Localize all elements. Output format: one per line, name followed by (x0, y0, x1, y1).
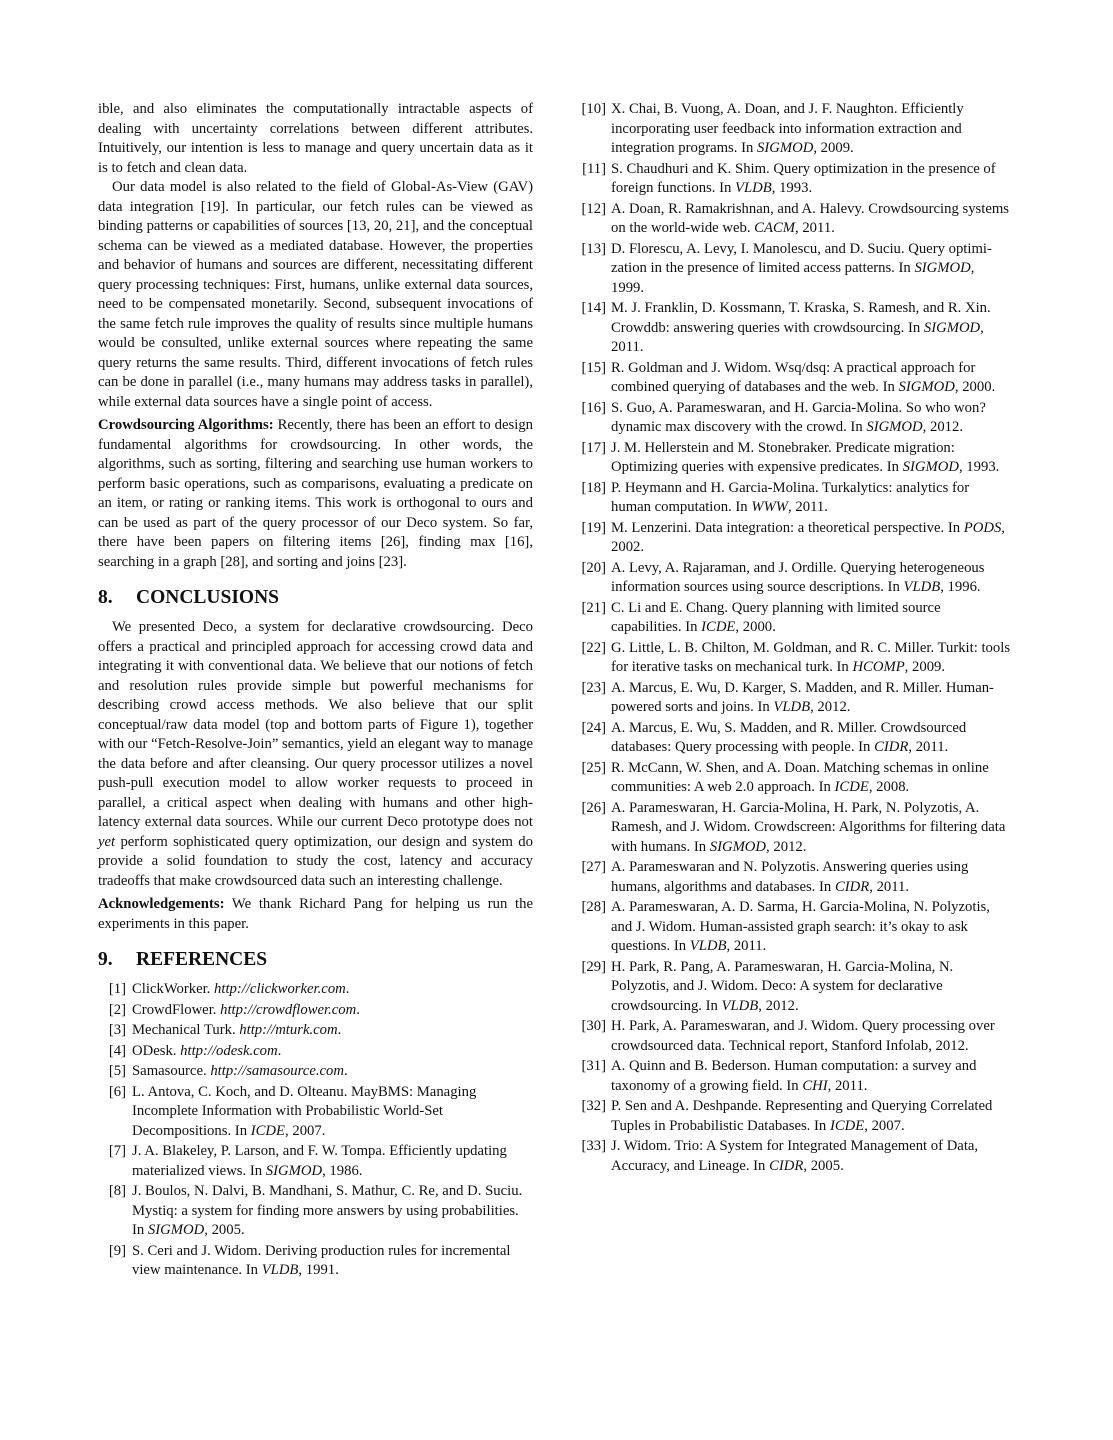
paragraph (98, 100, 533, 178)
reference-text (611, 679, 1011, 718)
italic-text: VLDB (735, 180, 772, 196)
reference-text (611, 359, 1011, 398)
text-run: . (356, 1001, 360, 1018)
text-run: , 1991. (298, 1262, 339, 1278)
section-number: 9. (98, 949, 113, 970)
text-run: A. Parameswaran and N. Polyzotis. Answering queries using humans, algorithms and databases. In (611, 859, 969, 895)
text-run: M. J. Franklin, D. Kossmann, T. Kraska, S. Ramesh, and R. Xin. Crowddb: answering queries with crowdsourcing. In (611, 300, 991, 336)
reference-label: [33] (581, 1138, 606, 1154)
text-run: A. Parameswaran, A. D. Sarma, H. Garcia-Molina, N. Polyzotis, and J. Widom. Human-assisted graph search: it’s okay to ask questions. In (611, 899, 990, 954)
paragraph (98, 416, 533, 572)
reference-label: [28] (581, 899, 606, 915)
reference-item (577, 958, 1011, 1017)
reference-label: [13] (581, 240, 606, 257)
text-run: , 2011. (869, 878, 910, 895)
text-run: A. Marcus, E. Wu, S. Madden, and R. Miller. Crowdsourced databases: Query processing with people. In (611, 719, 967, 755)
text-run: , 2011. (611, 319, 984, 355)
text-run: J. Boulos, N. Dalvi, B. Mandhani, S. Mathur, C. Re, and D. Suciu. Mystiq: a system for finding more answers by using probabilities. In (132, 1183, 523, 1238)
reference-label: [30] (581, 1018, 606, 1034)
text-run: , 2012. (758, 997, 799, 1014)
italic-text: SIGMOD (147, 1222, 205, 1238)
text-run: , 1993. (771, 180, 813, 196)
text-run: L. Antova, C. Koch, and D. Olteanu. MayBMS: Managing Incomplete Information with Probabilistic World-Set Decompositions. In (132, 1083, 477, 1139)
reference-item (98, 1042, 533, 1062)
text-run: S. Ceri and J. Widom. Deriving production rules for incremental view maintenance. In (132, 1242, 511, 1278)
italic-text: CACM (754, 220, 795, 236)
text-run: H. Park, R. Pang, A. Parameswaran, H. Garcia-Molina, N. Polyzotis, and J. Widom. Deco: A system for declarative crowdsourcing. In (611, 958, 954, 1014)
reference-label: [20] (581, 559, 606, 576)
text-run: , 2012. (766, 838, 807, 855)
reference-item (577, 359, 1011, 398)
italic-text: PODS (963, 519, 1002, 536)
section-title: REFERENCES (136, 949, 268, 970)
reference-item (98, 1062, 533, 1082)
reference-label: [8] (108, 1183, 126, 1199)
reference-label: [18] (581, 479, 606, 496)
reference-text (132, 1083, 533, 1142)
reference-label: [1] (108, 981, 126, 997)
reference-label: [23] (581, 679, 606, 696)
text-run: G. Little, L. B. Chilton, M. Goldman, and R. C. Miller. Turkit: tools for iterative tasks on mechanical turk. In (611, 639, 1011, 675)
text-run: , 2009. (904, 659, 946, 675)
reference-label: [11] (582, 160, 606, 177)
reference-item (577, 519, 1011, 558)
reference-text (611, 200, 1011, 239)
italic-text: VLDB (261, 1262, 299, 1278)
text-run: CrowdFlower. (132, 1001, 221, 1018)
reference-text (132, 980, 533, 1000)
reference-text (132, 1021, 533, 1041)
left-column (98, 100, 533, 1282)
text-run: A. Parameswaran, H. Garcia-Molina, H. Park, N. Polyzotis, A. Ramesh, and J. Widom. Crowdscreen: Algorithms for filtering data with humans. In (611, 799, 1006, 855)
reference-item (577, 759, 1011, 798)
text-run: . (277, 1042, 282, 1059)
reference-item (577, 799, 1011, 858)
text-run: S. Chaudhuri and K. Shim. Query optimization in the presence of foreign functions. In (611, 160, 996, 196)
reference-label: [12] (581, 200, 606, 217)
reference-item (577, 1097, 1011, 1136)
reference-text (611, 639, 1011, 678)
related-work-text (98, 100, 533, 572)
text-run: , 2011. (908, 739, 949, 755)
reference-item (577, 439, 1011, 478)
reference-text (611, 299, 1011, 358)
reference-label: [5] (108, 1063, 126, 1079)
reference-text (611, 1097, 1011, 1136)
text-run: perform sophisticated query optimization, our design and system do provide a solid foundation to study the cost, latency and accuracy tradeoffs that make crowdsourced data such an interesting challenge. (98, 833, 533, 889)
reference-text (132, 1182, 533, 1241)
italic-text: HCOMP (852, 659, 905, 675)
reference-label: [10] (581, 101, 606, 117)
reference-item (577, 160, 1011, 199)
reference-item (577, 719, 1011, 758)
reference-item (577, 679, 1011, 718)
reference-text (611, 559, 1011, 598)
reference-item (98, 980, 533, 1000)
italic-text: http://clickworker.com (214, 981, 346, 997)
run-in-heading: Crowdsourcing Algorithms: (98, 417, 274, 433)
text-run: P. Sen and A. Deshpande. Representing and Querying Correlated Tuples in Probabilistic Databases. In (611, 1098, 993, 1134)
text-run: Samasource. (132, 1063, 211, 1079)
text-run: , 2011. (827, 1077, 868, 1094)
paragraph (98, 178, 533, 412)
reference-text (611, 1017, 1011, 1056)
references-heading (98, 948, 533, 972)
reference-text (611, 1057, 1011, 1096)
text-run: , 2011. (726, 938, 767, 954)
reference-text (611, 100, 1011, 159)
reference-item (577, 240, 1011, 299)
text-run: , 2000. (735, 619, 776, 635)
reference-text (611, 759, 1011, 798)
italic-text: http://odesk.com (180, 1042, 278, 1059)
conclusions-text (98, 618, 533, 934)
text-run: , 2007. (285, 1122, 326, 1139)
reference-text (611, 519, 1011, 558)
reference-text (132, 1242, 533, 1281)
italic-text: ICDE (834, 779, 869, 795)
reference-text (611, 399, 1011, 438)
italic-text: SIGMOD (898, 379, 955, 395)
text-run: , 2000. (954, 379, 996, 395)
text-run: ODesk. (132, 1042, 181, 1059)
text-run: R. Goldman and J. Widom. Wsq/dsq: A practical approach for combined querying of databases and the web. In (611, 359, 976, 395)
reference-label: [17] (581, 439, 606, 456)
reference-text (611, 439, 1011, 478)
reference-item (98, 1142, 533, 1181)
text-run: , 2012. (810, 699, 851, 715)
text-run: M. Lenzerini. Data integration: a theoretical perspective. In (611, 519, 964, 536)
reference-item (98, 1242, 533, 1281)
reference-item (577, 858, 1011, 897)
text-run: , 1999. (611, 260, 975, 296)
reference-item (577, 599, 1011, 638)
italic-text: CIDR (769, 1157, 804, 1174)
reference-label: [6] (108, 1083, 126, 1100)
reference-text (611, 799, 1011, 858)
reference-text (132, 1062, 533, 1082)
italic-text: ICDE (250, 1122, 285, 1139)
text-run: , 2005. (803, 1157, 844, 1174)
text-run: A. Marcus, E. Wu, D. Karger, S. Madden, and R. Miller. Human-powered sorts and joins. In (611, 679, 994, 715)
text-run: D. Florescu, A. Levy, I. Manolescu, and D. Suciu. Query optimi- zation in the presence of limited access patterns. In (611, 240, 992, 276)
conclusions-heading (98, 586, 533, 610)
italic-text: SIGMOD (265, 1162, 323, 1179)
reference-item (577, 479, 1011, 518)
reference-item (577, 299, 1011, 358)
italic-text: SIGMOD (757, 140, 814, 156)
reference-text (611, 719, 1011, 758)
italic-text: WWW (751, 499, 789, 515)
text-run: Our data model is also related to the field of Global-As-View (GAV) data integration [19]. In particular, our fetch rules can be viewed as binding patterns or capabilities of sources [13, 20, 21], and the conceptual schema can be viewed as a mediated database. However, the properties and behavior of humans and sources are different, necessitating different query processing techniques: First, humans, unlike external data sources, need to be compensated monetarily. Second, subsequent invocations of the same fetch rule improves the quality of results since multiple humans would be consulted, unlike external sources where repeating the same query returns the same results. Third, different invocations of fetch rules can be done in parallel (i.e., many humans may address tasks in parallel), while external data sources have a single point of access. (98, 179, 533, 410)
reference-item (577, 1137, 1011, 1176)
italic-text: VLDB (721, 997, 759, 1014)
italic-text: SIGMOD (709, 838, 767, 855)
paragraph (98, 618, 533, 891)
italic-text: SIGMOD (866, 419, 923, 435)
italic-text: CIDR (834, 878, 870, 895)
reference-label: [19] (581, 519, 606, 536)
text-run: ible, and also eliminates the computationally intractable aspects of dealing with uncertainty correlations between different attributes. Intuitively, our intention is less to manage and query uncertain data as it is to fetch and clean data. (98, 101, 533, 176)
text-run: , 1996. (940, 579, 981, 595)
reference-item (98, 1182, 533, 1241)
text-run: , 2012. (922, 419, 964, 435)
reference-text (132, 1001, 533, 1021)
run-in-heading: Acknowledgements: (98, 896, 225, 912)
text-run: Mechanical Turk. (132, 1022, 240, 1038)
text-run: , 2011. (788, 499, 828, 515)
text-run: We presented Deco, a system for declarative crowdsourcing. Deco offers a practical and principled approach for accessing crowd data and integrating it with conventional data. We believe that our notions of fetch and resolution rules provide simple but powerful mechanisms for describing crowd access methods. We also believe that our split conceptual/raw data model (top and bottom parts of Figure 1), together with our “Fetch-Resolve-Join” semantics, yield an elegant way to manage the data before and after cleansing. Our query processor utilizes a novel push-pull execution model to allow worker requests to proceed in parallel, a critical aspect when dealing with humans and other high-latency external data sources. While our current Deco prototype does not (98, 619, 533, 830)
section-number: 8. (98, 587, 113, 608)
section-title: CONCLUSIONS (136, 587, 280, 608)
reference-item (577, 1017, 1011, 1056)
italic-text: SIGMOD (914, 260, 971, 276)
text-run: Recently, there has been an effort to design fundamental algorithms for crowdsourcing. In other words, the algorithms, such as sorting, filtering and searching use human workers to perform basic operations, such as comparisons, evaluating a predicate on an item, or rating or ranking items. This work is orthogonal to ours and can be used as part of the query processor of our Deco system. So far, there have been papers on filtering items [26], finding max [16], searching in a graph [28], and sorting and joins [23]. (98, 417, 534, 570)
reference-label: [27] (581, 859, 606, 875)
reference-label: [26] (581, 799, 606, 816)
reference-label: [14] (581, 300, 606, 316)
text-run: , 1993. (958, 459, 1000, 475)
text-run: . (345, 981, 350, 997)
text-run: A. Quinn and B. Bederson. Human computation: a survey and taxonomy of a growing field. In (611, 1058, 977, 1094)
reference-item (577, 100, 1011, 159)
reference-text (611, 240, 1011, 299)
reference-item (98, 1083, 533, 1142)
reference-label: [22] (581, 639, 606, 656)
text-run: J. M. Hellerstein and M. Stonebraker. Predicate migration: Optimizing queries with expensive predicates. In (611, 439, 955, 475)
reference-label: [24] (581, 719, 606, 736)
reference-text (132, 1142, 533, 1181)
reference-text (611, 898, 1011, 957)
text-run: , 1986. (322, 1162, 363, 1179)
reference-label: [32] (581, 1098, 606, 1114)
text-run: , 2011. (794, 220, 835, 236)
reference-text (611, 160, 1011, 199)
text-run: S. Guo, A. Parameswaran, and H. Garcia-Molina. So who won? dynamic max discovery with the crowd. In (611, 399, 986, 435)
reference-label: [16] (581, 399, 606, 416)
reference-text (611, 858, 1011, 897)
reference-item (98, 1021, 533, 1041)
text-run: X. Chai, B. Vuong, A. Doan, and J. F. Naughton. Efficiently incorporating user feedback into information extraction and integration programs. In (611, 101, 964, 156)
reference-item (577, 559, 1011, 598)
reference-item (577, 639, 1011, 678)
text-run: ClickWorker. (132, 981, 215, 997)
text-run: A. Doan, R. Ramakrishnan, and A. Halevy. Crowdsourcing systems on the world-wide web. (611, 200, 1010, 236)
text-run: P. Heymann and H. Garcia-Molina. Turkalytics: analytics for human computation. In (611, 479, 970, 515)
text-run: , 2009. (813, 140, 854, 156)
reference-label: [21] (581, 599, 606, 616)
text-run: , 2005. (204, 1222, 245, 1238)
reference-item (577, 1057, 1011, 1096)
reference-label: [7] (108, 1143, 126, 1159)
italic-text: VLDB (773, 699, 811, 715)
reference-label: [15] (581, 359, 606, 376)
reference-item (577, 399, 1011, 438)
text-run: H. Park, A. Parameswaran, and J. Widom. Query processing over crowdsourced data. Technical report, Stanford Infolab, 2012. (611, 1018, 995, 1054)
italic-text: http://crowdflower.com (220, 1001, 357, 1018)
reference-label: [9] (108, 1242, 126, 1259)
text-run: We thank Richard Pang for helping us run the experiments in this paper. (98, 896, 533, 932)
reference-list (98, 980, 533, 1281)
reference-text (132, 1042, 533, 1062)
italic-text: yet (98, 833, 116, 850)
italic-text: ICDE (701, 619, 736, 635)
italic-text: VLDB (903, 579, 941, 595)
reference-text (611, 599, 1011, 638)
text-run: J. Widom. Trio: A System for Integrated Management of Data, Accuracy, and Lineage. In (611, 1138, 979, 1174)
italic-text: http://samasource.com (210, 1063, 344, 1079)
reference-text (611, 479, 1011, 518)
reference-label: [29] (581, 958, 606, 975)
paragraph (98, 895, 533, 934)
text-run: R. McCann, W. Shen, and A. Doan. Matching schemas in online communities: A web 2.0 approach. In (611, 759, 989, 795)
text-run: , 2007. (864, 1117, 905, 1134)
text-run: . (337, 1022, 342, 1038)
italic-text: SIGMOD (902, 459, 959, 475)
text-run: J. A. Blakeley, P. Larson, and F. W. Tompa. Efficiently updating materialized views. In (132, 1143, 507, 1179)
reference-label: [2] (108, 1001, 126, 1018)
reference-label: [3] (108, 1022, 126, 1038)
reference-item (577, 898, 1011, 957)
reference-item (98, 1001, 533, 1021)
italic-text: CIDR (874, 739, 909, 755)
reference-item (577, 200, 1011, 239)
italic-text: CHI (802, 1077, 828, 1094)
italic-text: http://mturk.com (239, 1022, 338, 1038)
italic-text: VLDB (689, 938, 727, 954)
italic-text: SIGMOD (923, 319, 981, 336)
right-column (577, 100, 1011, 1177)
reference-label: [25] (581, 759, 606, 776)
reference-text (611, 1137, 1011, 1176)
reference-label: [4] (108, 1042, 126, 1059)
text-run: , 2002. (611, 519, 1005, 555)
text-run: C. Li and E. Chang. Query planning with limited source capabilities. In (611, 599, 941, 635)
reference-list (577, 100, 1011, 1176)
reference-text (611, 958, 1011, 1017)
text-run: . (343, 1063, 348, 1079)
text-run: , 2008. (868, 779, 910, 795)
reference-label: [31] (581, 1058, 606, 1074)
text-run: A. Levy, A. Rajaraman, and J. Ordille. Querying heterogeneous information sources using source descriptions. In (611, 559, 985, 595)
italic-text: ICDE (829, 1117, 865, 1134)
